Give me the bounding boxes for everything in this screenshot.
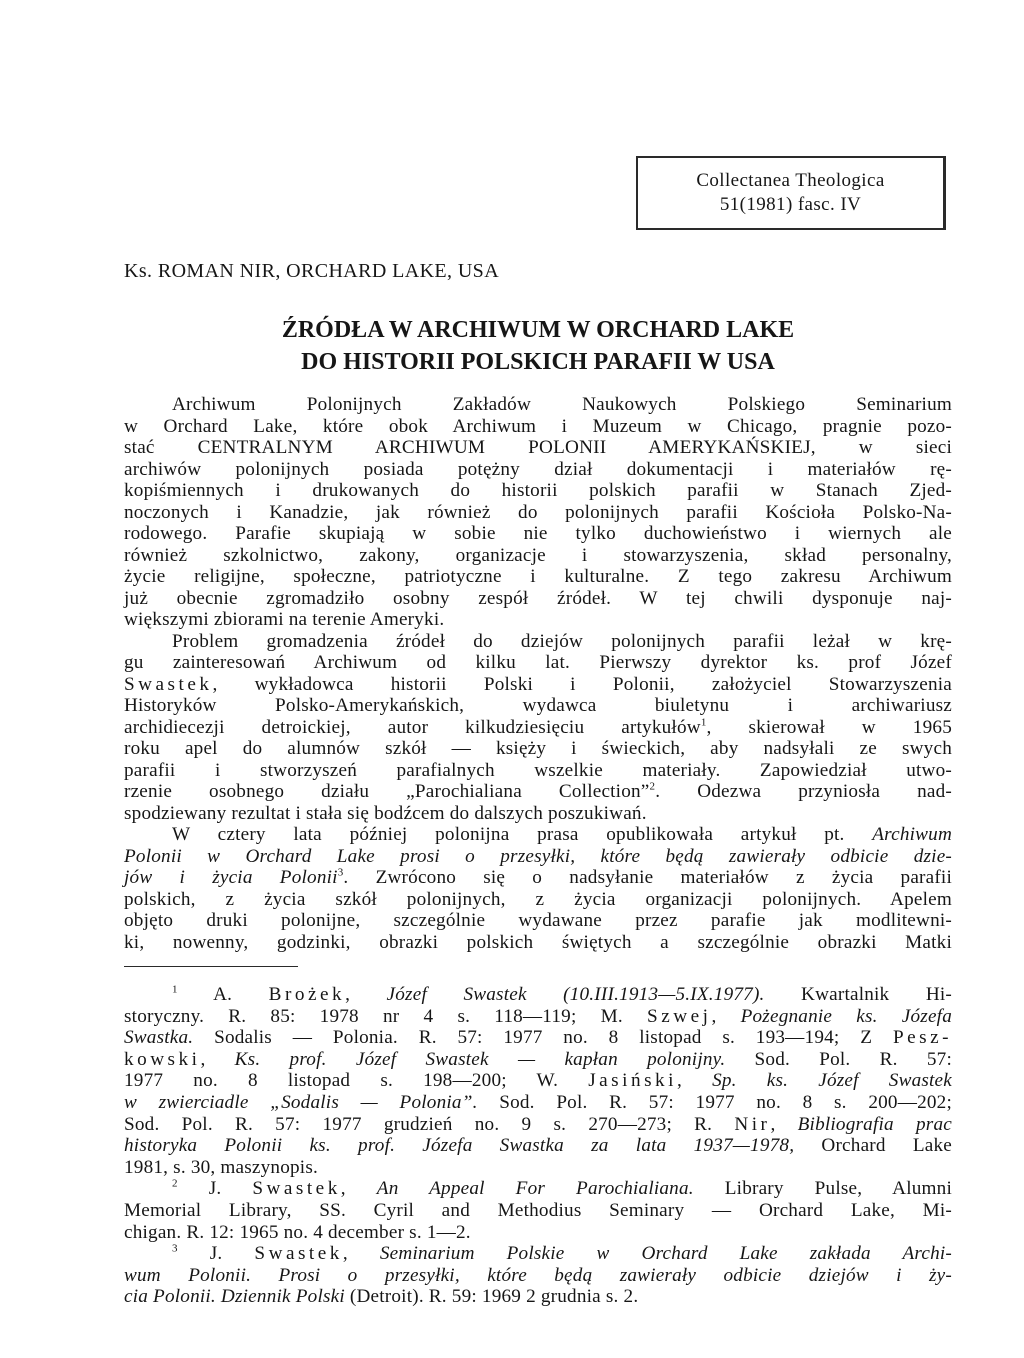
body-line: noczonych i Kanadzie, jak również do polonijnych parafii Kościoła Polsko-Na- <box>124 501 952 523</box>
spaced-name: Pesz- <box>892 1027 952 1049</box>
body-line: życie religijne, społeczne, patriotyczne i kulturalne. Z tego zakresu Archiwum <box>124 566 952 587</box>
spaced-name: Jasiński <box>588 1070 677 1092</box>
body-text: archidiecezji detroickiej, autor kilkudziesięciu artykułów <box>124 716 701 738</box>
footnote-line: chigan. R. 12: 1965 no. 4 december s. 1—2. <box>124 1221 471 1243</box>
footnote-line <box>124 1027 952 1049</box>
body-line: Archiwum Polonijnych Zakładów Naukowych Polskiego Seminarium <box>172 394 952 415</box>
body-text: . Zwrócono się o nadsyłanie materiałów z życia parafii <box>343 867 952 888</box>
body-line <box>124 781 952 803</box>
body-line <box>124 824 952 846</box>
body-line: ki, nowenny, godzinki, obrazki polskich świętych a szczególnie obrazki Matki <box>124 931 952 953</box>
fn-text: , <box>711 1005 741 1027</box>
body-line <box>124 717 952 739</box>
body-line: spodziewany rezultat i stała się bodźcem do dalszych poszukiwań. <box>124 802 647 824</box>
body-line: polskich, z życia szkół polonijnych, z życia organizacji polonijnych. Apelem <box>124 888 952 910</box>
spaced-name: Swastek <box>252 1178 341 1200</box>
footnote-line <box>124 1135 952 1157</box>
body-line: kopiśmiennych i drukowanych do historii polskich parafii w Stanach Zjed- <box>124 480 952 501</box>
footnote-1 <box>124 984 952 1006</box>
footnote-divider <box>124 966 298 967</box>
fn-text: Sod. Pol. R. 57: 1977 grudzień no. 9 s. 270—273; R. <box>124 1113 735 1135</box>
spaced-name: Swastek <box>254 1243 343 1265</box>
fn-italic: An Appeal For Parochialiana. <box>376 1178 694 1200</box>
article-title <box>124 314 952 378</box>
body-line <box>124 867 952 889</box>
fn-text: , <box>676 1070 713 1092</box>
fn-text: Orchard Lake <box>794 1135 952 1157</box>
footnotes <box>124 984 952 1308</box>
fn-text: storyczny. R. 85: 1978 nr 4 s. 118—119; M. <box>124 1005 648 1027</box>
fn-italic: Swastka. <box>124 1027 194 1049</box>
body-line: stać CENTRALNYM ARCHIWUM POLONII AMERYKAŃSKIEJ, w sieci <box>124 437 952 458</box>
footnote-line <box>124 1049 952 1071</box>
fn-text: J. <box>209 1243 255 1265</box>
footnote-line: 1981, s. 30, maszynopis. <box>124 1156 319 1178</box>
fn-text: Library Pulse, Alumni <box>693 1178 952 1200</box>
footnote-2 <box>124 1178 952 1200</box>
footnote-ref: 2 <box>649 780 656 793</box>
fn-italic: Bibliografia prac <box>797 1113 952 1135</box>
italic-title: Archiwum <box>872 824 952 845</box>
footnote-line: Memorial Library, SS. Cyril and Methodius Seminary — Orchard Lake, Mi- <box>124 1199 952 1221</box>
body-text: . Odezwa przyniosła nad- <box>655 781 952 802</box>
footnote-number: 1 <box>172 983 178 996</box>
fn-text: (Detroit). R. 59: 1969 2 grudnia s. 2. <box>344 1286 639 1308</box>
body-line: gu zainteresowań Archiwum od kilku lat. Pierwszy dyrektor ks. prof Józef <box>124 652 952 673</box>
body-line: rodowego. Parafie skupiają w sobie nie tylko duchowieństwo i wiernych ale <box>124 523 952 544</box>
footnote-number: 3 <box>172 1242 178 1255</box>
fn-text: 1977 no. 8 listopad s. 198—200; W. <box>124 1070 589 1092</box>
spaced-name: Swastek <box>124 673 213 695</box>
author-line: Ks. ROMAN NIR, ORCHARD LAKE, USA <box>124 260 500 282</box>
footnote-ref: 1 <box>700 716 707 729</box>
journal-info-box <box>636 156 946 230</box>
body-line: również szkolnictwo, zakony, organizacje i stowarzyszenia, skład personalny, <box>124 544 952 566</box>
body-line: Polonii w Orchard Lake prosi o przesyłki, które będą zawierały odbicie dzie- <box>124 845 952 867</box>
fn-text: , <box>345 984 387 1005</box>
body-line: archiwów polonijnych posiada potężny dział dokumentacji i materiałów rę- <box>124 458 952 480</box>
body-line: objęto druki polonijne, szczególnie wydawane przez parafie jak modlitewni- <box>124 910 952 931</box>
footnote-line <box>124 1070 952 1092</box>
journal-title: Collectanea Theologica <box>696 170 885 191</box>
body-line: Problem gromadzenia źródeł do dziejów polonijnych parafii leżał w krę- <box>172 630 952 652</box>
article-body <box>124 394 952 953</box>
fn-text: Sod. Pol. R. 57: 1977 no. 8 s. 200—202; <box>477 1091 952 1113</box>
fn-text: J. <box>208 1178 253 1200</box>
footnote-line <box>124 1092 952 1114</box>
article-title-line-2: DO HISTORII POLSKICH PARAFII W USA <box>301 349 775 375</box>
fn-italic: Józef Swastek (10.III.1913—5.IX.1977). <box>386 984 765 1005</box>
fn-text: A. <box>213 984 269 1005</box>
fn-text: , <box>342 1243 380 1265</box>
footnote-ref: 3 <box>337 866 344 879</box>
footnote-line: wum Polonii. Prosi o przesyłki, które będą zawierały odbicie dziejów i ży- <box>124 1264 952 1286</box>
fn-italic: Sp. ks. Józef Swastek <box>712 1070 952 1092</box>
body-text: , skierował w 1965 <box>706 716 952 738</box>
body-line: parafii i stworzyszeń parafialnych wszelkie materiały. Zapowiedział utwo- <box>124 759 952 781</box>
body-text: W cztery lata później polonijna prasa opublikowała artykuł pt. <box>172 824 873 845</box>
spaced-name: Nir <box>734 1113 771 1135</box>
footnote-line <box>124 1286 952 1308</box>
fn-italic: cia Polonii. Dziennik Polski <box>124 1286 345 1308</box>
body-line: już obecnie zgromadziło osobny zespół źródeł. W tej chwili dysponuje naj- <box>124 587 952 609</box>
fn-text: , <box>200 1048 235 1070</box>
fn-text: Kwartalnik Hi- <box>764 984 952 1005</box>
article-title-line-1: ŹRÓDŁA W ARCHIWUM W ORCHARD LAKE <box>281 317 795 343</box>
fn-italic: w zwierciadle „Sodalis — Polonia”. <box>124 1091 478 1113</box>
spaced-name: Brożek <box>268 984 346 1005</box>
spaced-name: Szwej <box>647 1005 712 1027</box>
fn-text: , <box>770 1113 798 1135</box>
body-line: roku apel do alumnów szkół — księży i świeckich, aby nadsyłali ze swych <box>124 738 952 759</box>
footnote-line <box>124 1114 952 1136</box>
body-line: w Orchard Lake, które obok Archiwum i Muzeum w Chicago, pragnie pozo- <box>124 415 952 437</box>
body-text: rzenie osobnego działu „Parochialiana Collection” <box>124 781 650 802</box>
footnote-3 <box>124 1243 952 1265</box>
fn-italic: Seminarium Polskie w Orchard Lake zakłada Archi- <box>379 1243 953 1265</box>
fn-italic: historyka Polonii ks. prof. Józefa Swastka za lata 1937—1978, <box>124 1135 795 1157</box>
fn-text: Sod. Pol. R. 57: <box>725 1048 952 1070</box>
fn-italic: Pożegnanie ks. Józefa <box>740 1005 952 1027</box>
spaced-name: kowski <box>124 1048 201 1070</box>
fn-italic: Ks. prof. Józef Swastek — kapłan polonijny. <box>234 1048 726 1070</box>
italic-title: jów i życia Polonii <box>124 867 338 888</box>
body-line <box>124 674 952 696</box>
fn-text: , <box>340 1178 377 1200</box>
body-text: , wykładowca historii Polski i Polonii, założyciel Stowarzyszenia <box>212 673 952 695</box>
footnote-number: 2 <box>172 1177 178 1190</box>
body-line: większymi zbiorami na terenie Ameryki. <box>124 609 445 630</box>
body-line: Historyków Polsko-Amerykańskich, wydawca biuletynu i archiwariusz <box>124 695 952 716</box>
journal-issue: 51(1981) fasc. IV <box>719 194 862 215</box>
footnote-line <box>124 1006 952 1028</box>
fn-text: Sodalis — Polonia. R. 57: 1977 no. 8 listopad s. 193—194; Z <box>193 1027 893 1049</box>
